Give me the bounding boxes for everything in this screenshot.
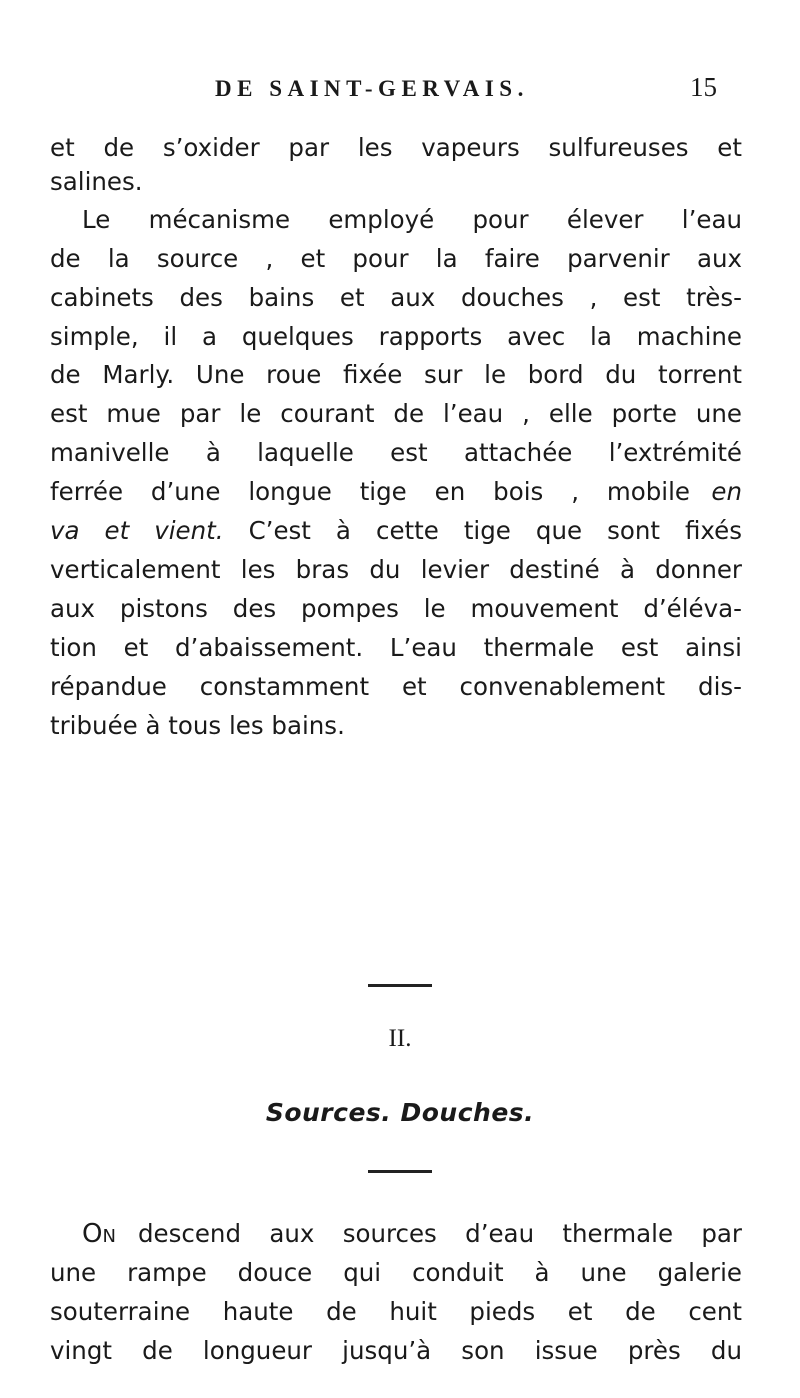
text-line: verticalement les bras du levier destiné à donner	[50, 555, 742, 584]
italic-fragment: en	[711, 477, 742, 506]
text-line: souterraine haute de huit pieds et de cent	[50, 1297, 742, 1326]
text-line-with-drop	[82, 1218, 742, 1250]
section-number: II.	[388, 1025, 412, 1052]
section-title: Sources. Douches.	[265, 1098, 535, 1127]
text-line: une rampe douce qui conduit à une galerie	[50, 1258, 742, 1287]
text-line: tion et d’abaissement. L’eau thermale est ainsi	[50, 633, 742, 662]
text-line: de la source , et pour la faire parvenir aux	[50, 244, 742, 273]
text-line: vingt de longueur jusqu’à son issue près du	[50, 1336, 742, 1365]
text-line: aux pistons des pompes le mouvement d’éléva-	[50, 594, 742, 623]
divider-rule	[368, 984, 432, 987]
text-line: cabinets des bains et aux douches , est très-	[50, 283, 742, 312]
text-line: répandue constamment et convenablement dis-	[50, 672, 742, 701]
text-line: manivelle à laquelle est attachée l’extrémité	[50, 438, 742, 467]
text-line: va et vient. C’est à cette tige que sont fixés	[50, 516, 742, 545]
text-fragment: ferrée d’une longue tige en bois , mobile	[50, 477, 690, 506]
text-line: salines.	[50, 167, 143, 196]
page-number: 15	[690, 72, 717, 102]
text-line: tribuée à tous les bains.	[50, 711, 345, 740]
text-line-with-italic	[50, 476, 742, 508]
text-fragment: descend aux sources d’eau thermale par	[138, 1219, 742, 1248]
text-line: Le mécanisme employé pour élever l’eau	[82, 205, 742, 234]
text-line: de Marly. Une roue fixée sur le bord du torrent	[50, 360, 742, 389]
small-caps-opening: On	[82, 1219, 116, 1249]
text-line: et de s’oxider par les vapeurs sulfureuses et	[50, 133, 742, 162]
text-line: est mue par le courant de l’eau , elle porte une	[50, 399, 742, 428]
running-head: DE SAINT-GERVAIS.	[215, 76, 529, 101]
text-line: simple, il a quelques rapports avec la machine	[50, 322, 742, 351]
divider-rule	[368, 1170, 432, 1173]
